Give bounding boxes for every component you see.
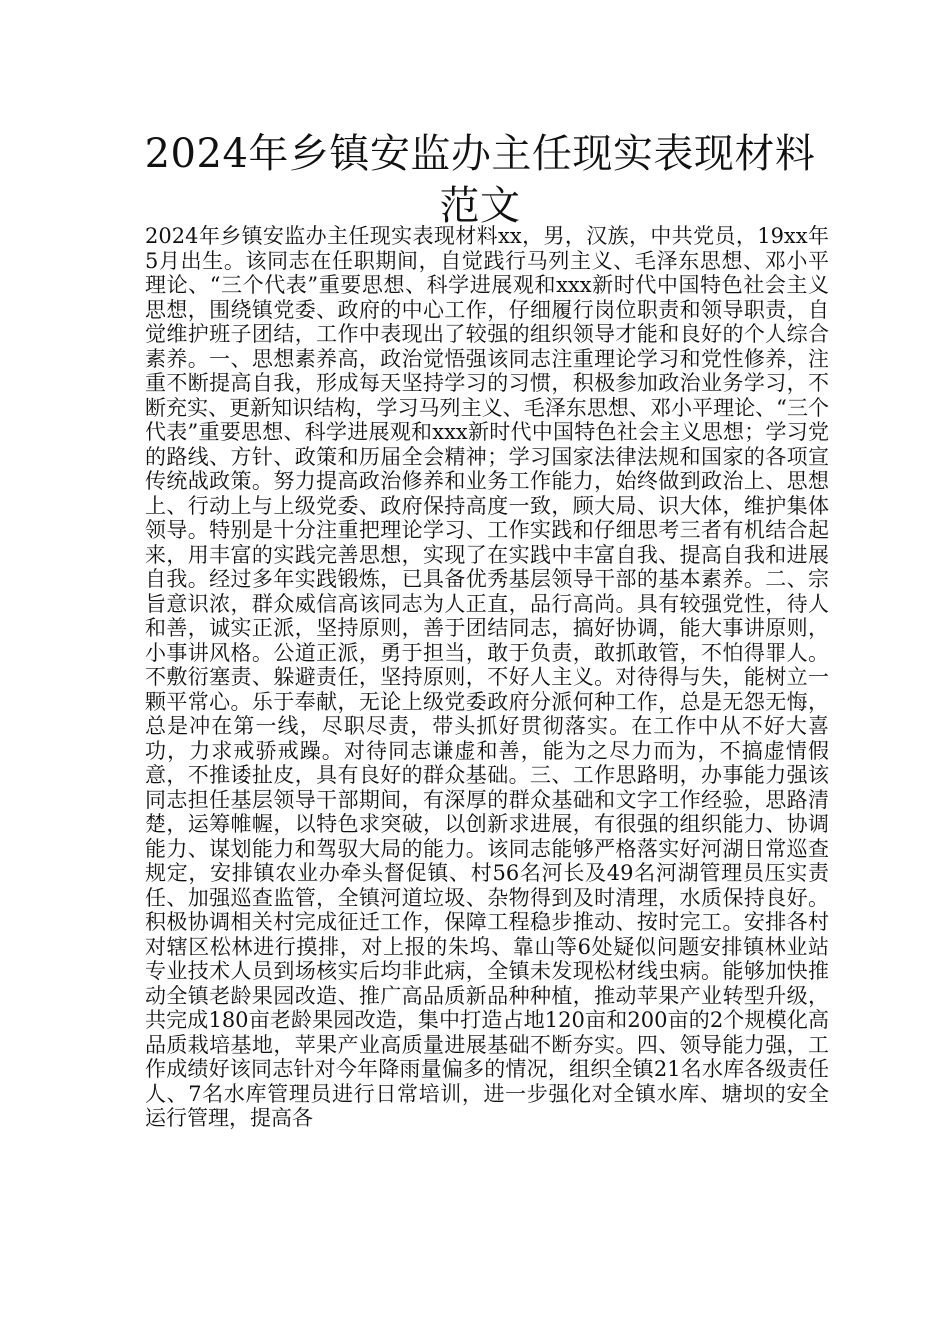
- document-title: 2024年乡镇安监办主任现实表现材料范文: [144, 131, 816, 229]
- document-body: 2024年乡镇安监办主任现实表现材料xx，男，汉族，中共党员，19xx年5月出生。该同志在任职期间，自觉践行马列主义、毛泽东思想、邓小平理论、“三个代表”重要思想、科学进展观和xxx新时代中国特色社会主义思想，围绕镇党委、政府的中心工作，仔细履行岗位职责和领导职责，自觉维护班子团结，工作中表现出了较强的组织领导才能和良好的个人综合素养。一、思想素养高，政治觉悟强该同志注重理论学习和党性修养，注重不断提高自我，形成每天坚持学习的习惯，积极参加政治业务学习，不断充实、更新知识结构，学习马列主义、毛泽东思想、邓小平理论、“三个代表”重要思想、科学进展观和xxx新时代中国特色社会主义思想；学习党的路线、方针、政策和历届全会精神；学习国家法律法规和国家的各项宣传统战政策。努力提高政治修养和业务工作能力，始终做到政治上、思想上、行动上与上级党委、政府保持高度一致，顾大局、识大体，维护集体领导。特别是十分注重把理论学习、工作实践和仔细思考三者有机结合起来，用丰富的实践完善思想，实现了在实践中丰富自我、提高自我和进展自我。经过多年实践锻炼，已具备优秀基层领导干部的基本素养。二、宗旨意识浓，群众威信高该同志为人正直，品行高尚。具有较强党性，待人和善，诚实正派，坚持原则，善于团结同志，搞好协调，能大事讲原则，小事讲风格。公道正派，勇于担当，敢于负责，敢抓敢管，不怕得罪人。不敷衍塞责、躲避责任，坚持原则，不好人主义。对待得与失，能树立一颗平常心。乐于奉献，无论上级党委政府分派何种工作，总是无怨无悔，总是冲在第一线，尽职尽责，带头抓好贯彻落实。在工作中从不好大喜功，力求戒骄戒躁。对待同志谦虚和善，能为之尽力而为，不搞虚情假意，不推诿扯皮，具有良好的群众基础。三、工作思路明，办事能力强该同志担任基层领导干部期间，有深厚的群众基础和文字工作经验，思路清楚，运筹帷幄，以特色求突破，以创新求进展，有很强的组织能力、协调能力、谋划能力和驾驭大局的能力。该同志能够严格落实好河湖日常巡查规定，安排镇农业办牵头督促镇、村56名河长及49名河湖管理员压实责任、加强巡查监管，全镇河道垃圾、杂物得到及时清理，水质保持良好。积极协调相关村完成征迁工作，保障工程稳步推动、按时完工。安排各村对辖区松林进行摸排，对上报的朱坞、靠山等6处疑似问题安排镇林业站专业技术人员到场核实后均非此病，全镇未发现松材线虫病。能够加快推动全镇老龄果园改造、推广高品质新品种种植，推动苹果产业转型升级，共完成180亩老龄果园改造，集中打造占地120亩和200亩的2个规模化高品质栽培基地，苹果产业高质量进展基础不断夯实。四、领导能力强，工作成绩好该同志针对今年降雨量偏多的情况，组织全镇21名水库各级责任人、7名水库管理员进行日常培训，进一步强化对全镇水库、塘坝的安全运行管理，提高各: [145, 224, 829, 1130]
